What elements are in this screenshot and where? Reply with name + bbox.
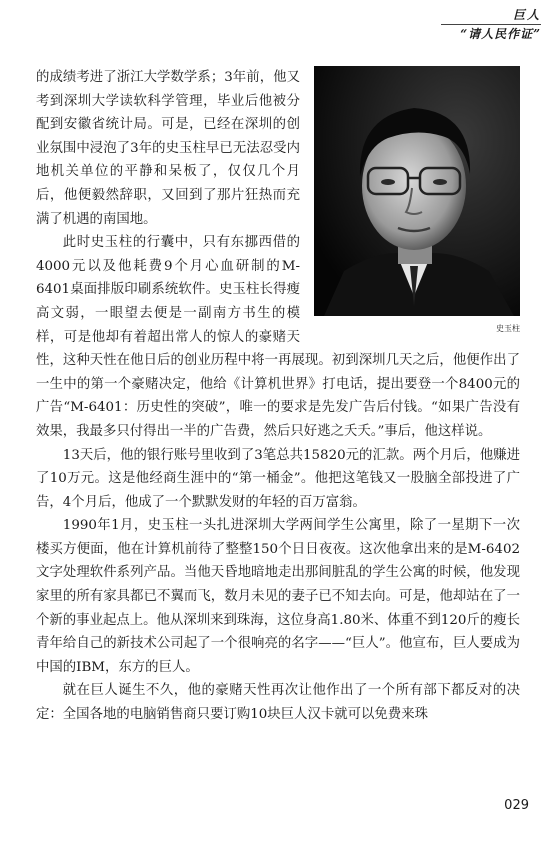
- portrait-photo: [314, 66, 520, 316]
- page-number: 029: [504, 798, 529, 813]
- header-rule: [441, 24, 541, 25]
- header-section-title: 巨人: [512, 8, 541, 22]
- paragraph-2: 此时史玉柱的行囊中，只有东挪西借的4000元以及他耗费9个月心血研制的M-6401桌面排版印刷系统软件。史玉柱长得瘦高文弱，一眼望去便是一副南方书生的模样，可是他却有着超出常人的惊人的豪赌天性，这种天性在他日后的创业历程中将一再展现。初到深圳几天之后，他便作出了一生中的第一个豪赌决定，他给《计算机世界》打电话，提出要登一个8400元的广告“M-6401：历史性的突破”，唯一的要求是先发广告后付钱。“如果广告没有效果，我最多只付得出一半的广告费，然后只好逃之夭夭。”事后，他这样说。: [36, 235, 520, 439]
- portrait-figure: [314, 66, 520, 336]
- page-body: [36, 66, 520, 727]
- paragraph-3: 13天后，他的银行账号里收到了3笔总共15820元的汇款。两个月后，他赚进了10万元。这是他经商生涯中的“第一桶金”。他把这笔钱又一股脑全部投进了广告，4个月后，他成了一个默默发财的年轻的百万富翁。: [36, 447, 520, 510]
- paragraph-1: 的成绩考进了浙江大学数学系；3年前，他又考到深圳大学读软科学管理，毕业后他被分配到安徽省统计局。可是，已经在深圳的创业氛围中浸泡了3年的史玉柱早已无法忍受内地机关单位的平静和呆板了，仅仅几个月后，他便毅然辞职，又回到了那片狂热而充满了机遇的南国地。: [36, 70, 300, 227]
- running-header: [321, 8, 541, 42]
- paragraph-5: 就在巨人诞生不久，他的豪赌天性再次让他作出了一个所有部下都反对的决定：全国各地的电脑销售商只要订购10块巨人汉卡就可以免费来珠: [36, 683, 520, 723]
- paragraph-4: 1990年1月，史玉柱一头扎进深圳大学两间学生公寓里，除了一星期下一次楼买方便面，他在计算机前待了整整150个日日夜夜。这次他拿出来的是M-6402文字处理软件系列产品。当他天昏地暗地走出那间脏乱的学生公寓的时候，他发现家里的所有家具都已不翼而飞，数月未见的妻子已不知去向。可是，他却站在了一个新的事业起点上。他从深圳来到珠海，这位身高1.80米、体重不到120斤的瘦长青年给自己的新技术公司起了一个很响亮的名字——“巨人”。他宣布，巨人要成为中国的IBM，东方的巨人。: [36, 518, 520, 675]
- portrait-caption: 史玉柱: [496, 324, 520, 333]
- portrait-image: [314, 66, 520, 316]
- header-section-subtitle: “请人民作证”: [460, 27, 541, 42]
